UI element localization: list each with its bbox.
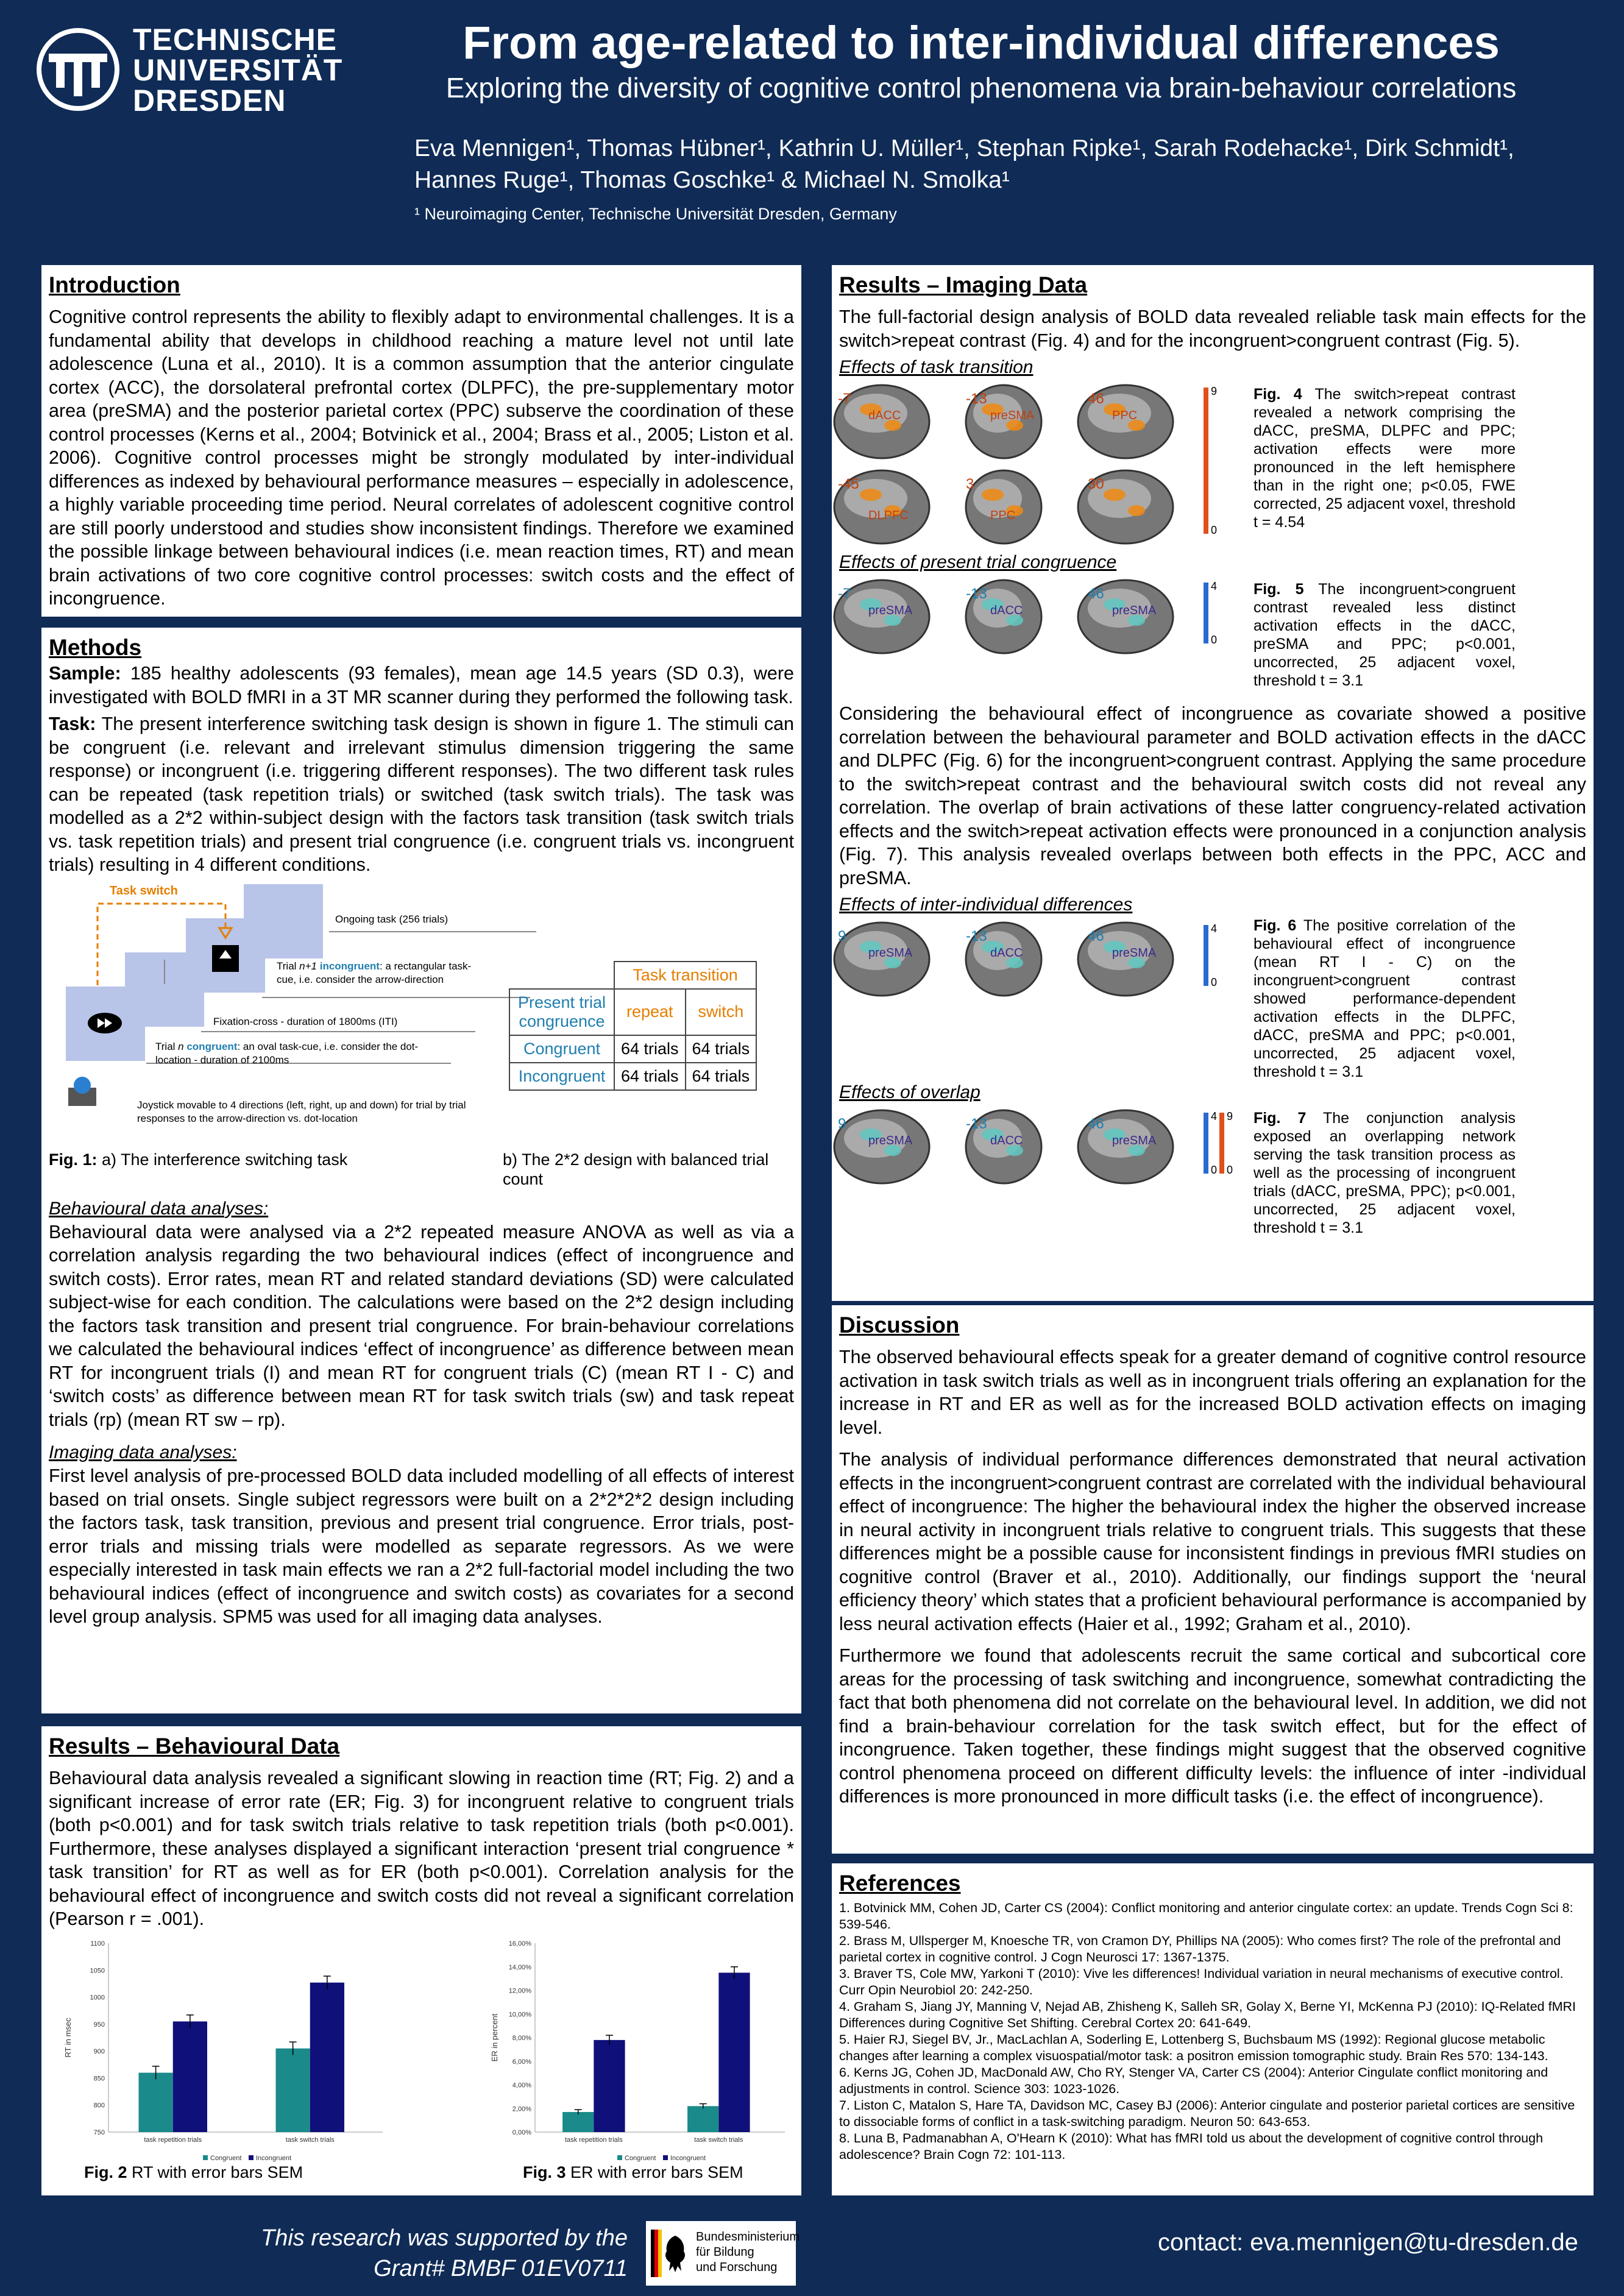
slice-coordinate: -13 <box>966 391 987 407</box>
rt-chart <box>54 1937 395 2163</box>
activation-blob <box>1128 505 1145 516</box>
task-label: Task: <box>49 714 96 734</box>
region-label: preSMA <box>1112 604 1157 617</box>
reference-item: 4. Graham S, Jiang JY, Manning V, Nejad AB, Zhisheng K, Salleh SR, Golay X, Berne YI, McKenna PJ (2010): IQ-Related fMRI Differences during Cognitive Set Shifting. Cerebral Cortex 20: 641-649. <box>839 1999 1576 2030</box>
slice-coordinate: -7 <box>838 586 851 602</box>
table-cell: 64 trials <box>614 1063 686 1090</box>
color-scale-label: 0 <box>1227 1164 1233 1176</box>
region-label: preSMA <box>1112 1134 1157 1147</box>
bar <box>687 2106 718 2132</box>
y-axis-label: RT in msec <box>63 2018 73 2058</box>
figure-4 <box>839 379 1586 551</box>
sample-text: 185 healthy adolescents (93 females), mean age 14.5 years (SD 0.3), were investigated with BOLD fMRI in a 3T MR scanner during they performed the following task. <box>49 663 794 707</box>
task-switch-label: Task switch <box>110 884 178 898</box>
discussion-p2: The analysis of individual performance differences demonstrated that neural activation effects in the incongruent>congruent contrast are correlated with the individual behavioural effect of incongruence: The higher the behavioural index the higher the observed increase in neural activity in incongruent trials relative to congruent trials. This suggests that these differences might be a possible cause for inconsistent findings in previous fMRI studies on cognitive control (Braver et al., 2010). Additionally, our findings support the ‘neural efficiency theory’ which states that a proficient behavioural performance is accompanied by less neural activation effects (Haier et al., 1992; Graham et al., 2010). <box>839 1449 1586 1634</box>
eagle-icon <box>651 2230 690 2277</box>
fig6-label: Fig. 6 <box>1253 917 1297 934</box>
task-text: The present interference switching task design is shown in figure 1. The stimuli can be congruent (i.e. relevant and irrelevant stimulus dimension triggering the same response) or incongruent (i.e. triggering different responses). The two different task rules can be repeated (task repetition trials) or switched (task switch trials). The task was modelled as a 2*2 within-subject design with the factors task transition (task switch trials vs. task repetition trials) and present trial congruence (i.e. congruent trials vs. incongruent trials) resulting in 4 different conditions. <box>49 714 794 875</box>
reference-item: 5. Haier RJ, Siegel BV, Jr., MacLachlan A, Soderling E, Lottenberg S, Buchsbaum MS (1992): Regional glucose metabolic changes after learning a complex visuospatial/motor task: a positron emission tomographic study. Brain Res 570: 134-143. <box>839 2032 1548 2063</box>
methods-panel <box>41 628 801 1713</box>
brain-slices-svg <box>839 379 1241 550</box>
overlap-heading: Effects of overlap <box>839 1082 980 1102</box>
poster-title: From age-related to inter-individual differences <box>463 17 1500 69</box>
y-tick-label: 750 <box>93 2129 105 2136</box>
table-col-switch: switch <box>686 989 757 1035</box>
region-label: preSMA <box>868 946 913 960</box>
fig3-text: ER with error bars SEM <box>566 2163 743 2181</box>
y-tick-label: 800 <box>93 2102 105 2110</box>
bmbf-line: und Forschung <box>696 2261 778 2274</box>
table-row-label: Incongruent <box>509 1063 614 1090</box>
fig2-label: Fig. 2 <box>84 2163 127 2181</box>
activation-blob <box>860 489 882 501</box>
region-label: preSMA <box>1112 946 1157 960</box>
color-scale-label: 4 <box>1211 923 1218 935</box>
ongoing-label: Ongoing task (256 trials) <box>335 913 449 925</box>
reference-item: 2. Brass M, Ullsperger M, Knoesche TR, von Cramon DY, Phillips NA (2005): Who comes first? The role of the prefrontal and parietal cortex in cognitive control. J Cogn Neurosci 17: 1367-1375. <box>839 1933 1561 1965</box>
legend-swatch <box>249 2155 254 2160</box>
y-axis-label: ER in percent <box>490 2013 499 2062</box>
brain-slices-fig4 <box>839 379 1241 553</box>
fig1-label: Fig. 1: <box>49 1150 98 1169</box>
table-cell: 64 trials <box>614 1035 686 1063</box>
introduction-text: Cognitive control represents the ability to flexibly adapt to environmental challenges. It is a fundamental ability that develops in childhood reaching a mature level not until late adolescence (Luna et al., 2010). It is a common assumption that the anterior cingulate cortex (ACC), the dorsolateral prefrontal cortex (DLPFC), the pre-supplementary motor area (preSMA) and the posterior parietal cortex (PPC) subserve the coordination of these control processes (Kerns et al., 2004; Botvinick et al., 2004; Brass et al., 2005; Liston et al. 2006). Cognitive control processes might be strongly modulated by inter-individual differences as indexed by behavioural performance measures – especially in adolescence, a highly variable proceeding time period. Neural correlates of adolescent cognitive control are still poorly understood and studies show inconsistent findings. Therefore we examined the possible linkage between behavioural indices (i.e. mean reaction times, RT) and mean brain activations of two core cognitive control processes: switch costs and the effect of incongruence. <box>49 306 794 609</box>
table-row-header: Present trial congruence <box>509 989 614 1035</box>
fig2-caption <box>84 2163 303 2182</box>
y-tick-label: 900 <box>93 2048 105 2056</box>
y-tick-label: 6,00% <box>512 2058 531 2066</box>
color-scale-label: 0 <box>1211 524 1218 536</box>
tu-dresden-logo <box>35 23 343 118</box>
brain-slices-fig5 <box>839 574 1241 662</box>
bmbf-line: für Bildung <box>696 2245 754 2259</box>
discussion-panel <box>832 1305 1594 1854</box>
bmbf-text <box>696 2230 800 2275</box>
references-heading: References <box>839 1871 961 1896</box>
logo-line: UNIVERSITÄT <box>133 53 343 87</box>
fig1-caption-text: a) The interference switching task <box>97 1150 348 1169</box>
activation-blob <box>1104 489 1126 501</box>
region-label: DLPFC <box>868 509 909 522</box>
slice-coordinate: 30 <box>1088 476 1104 492</box>
color-scale-label: 9 <box>1211 385 1218 397</box>
results-imaging-heading: Results – Imaging Data <box>839 272 1088 297</box>
fig3-label: Fig. 3 <box>523 2163 566 2181</box>
funding-note <box>232 2223 628 2284</box>
imaging-analyses-heading: Imaging data analyses: <box>49 1442 237 1462</box>
figure-5 <box>839 574 1586 702</box>
introduction-heading: Introduction <box>49 272 180 297</box>
color-scale-label: 4 <box>1211 580 1218 592</box>
trial-n-label <box>155 1040 436 1067</box>
color-scale-bar <box>1219 1113 1224 1174</box>
bar <box>173 2021 207 2132</box>
fig4-caption <box>1253 385 1516 531</box>
slice-coordinate: -7 <box>838 391 851 407</box>
results-behavioural-heading: Results – Behavioural Data <box>49 1734 340 1759</box>
x-tick-label: task switch trials <box>694 2136 743 2144</box>
task-transition-heading: Effects of task transition <box>839 357 1034 377</box>
results-imaging-intro: The full-factorial design analysis of BOLD data revealed reliable task main effects for the switch>repeat contrast (Fig. 4) and for the incongruent>congruent contrast (Fig. 5). <box>839 306 1586 351</box>
design-table <box>509 961 757 1091</box>
brain-slices-fig7 <box>839 1104 1241 1192</box>
region-label: dACC <box>990 946 1023 960</box>
trial-n-rest: : an oval task-cue, i.e. consider the dot-location - duration of 2100ms <box>155 1040 419 1066</box>
fig3-caption <box>523 2163 743 2182</box>
fixation-label: Fixation-cross - duration of 1800ms (ITI) <box>213 1015 398 1027</box>
inter-individual-heading: Effects of inter-individual differences <box>839 895 1133 915</box>
table-row-label: Congruent <box>509 1035 614 1063</box>
results-imaging-mid-text: Considering the behavioural effect of incongruence as covariate showed a positive correlation between the behavioural parameter and BOLD activation effects in the dACC and DLPFC (Fig. 6) for the incongruent>congruent contrast. Applying the same procedure to the switch>repeat contrast and the behavioural switch costs did not reveal any correlation. The overlap of brain activations of these latter congruency-related activation effects and the switch>repeat activation effects were pronounced in a conjunction analysis (Fig. 7). This analysis revealed overlaps between both effects in the PPC, ACC and preSMA. <box>839 703 1586 888</box>
funding-line: Grant# BMBF 01EV0711 <box>374 2256 628 2281</box>
trial-n1-word: incongruent <box>317 960 380 972</box>
brain-slices-fig6 <box>839 916 1241 1005</box>
slice-coordinate: 46 <box>1088 586 1104 602</box>
imaging-analyses-text: First level analysis of pre-processed BOLD data included modelling of all effects of interest based on trial onsets. Single subject regressors were built on a 2*2*2*2 design including the factors task, task transition, previous and present trial congruence. Error trials, post-error trials and missing trials were modelled as separate regressors. As we were especially interested in task main effects we ran a 2*2 full-factorial model including the two behavioural indices (effect of incongruence and switch costs) as covariates for a second level group analysis. SPM5 was used for all imaging data analyses. <box>49 1465 794 1627</box>
affiliation: ¹ Neuroimaging Center, Technische Universität Dresden, Germany <box>414 205 897 223</box>
figure-7 <box>839 1104 1586 1244</box>
discussion-p3: Furthermore we found that adolescents recruit the same cortical and subcortical core areas for the processing of task switching and incongruence, somewhat contradicting the fact that both phenomena did not correlate on the behavioural level. In addition, we did not find a brain-behaviour correlation for the task switch effect, but for the effect of incongruence. Taken together, these findings might suggest that the observed cognitive control phenomena proceed on different difficulty levels: the influence of inter -individual differences is more pronounced in more difficult tasks (i.e. the effect of incongruence). <box>839 1645 1586 1807</box>
y-tick-label: 14,00% <box>508 1963 531 1971</box>
y-tick-label: 4,00% <box>512 2082 531 2089</box>
bar <box>562 2112 594 2132</box>
authors-line: Eva Mennigen¹, Thomas Hübner¹, Kathrin U. Müller¹, Stephan Ripke¹, Sarah Rodehacke¹, Dirk Schmidt¹, <box>414 135 1514 161</box>
color-scale-label: 0 <box>1211 634 1218 646</box>
region-label: preSMA <box>990 409 1035 422</box>
trial-n1-prefix: Trial <box>277 960 300 972</box>
fig5-text: The incongruent>congruent contrast revealed less distinct activation effects in the dACC, preSMA and PPC; p<0.001, uncorrected, 25 adjacent voxel, threshold t = 3.1 <box>1253 581 1516 689</box>
slice-coordinate: 3 <box>966 476 974 492</box>
fig7-text: The conjunction analysis exposed an overlapping network serving the task transition process as well as the processing of incongruent trials (dACC, preSMA, PPC); p<0.001, uncorrected, 25 adjacent voxel, threshold t = 3.1 <box>1253 1110 1516 1236</box>
slice-coordinate: 46 <box>1088 1116 1104 1132</box>
table-header: Task transition <box>614 962 756 989</box>
brain-slices-svg <box>839 574 1241 659</box>
fig7-label: Fig. 7 <box>1253 1110 1307 1127</box>
legend-label: Incongruent <box>670 2155 706 2162</box>
reference-item: 6. Kerns JG, Cohen JD, MacDonald AW, Cho RY, Stenger VA, Carter CS (2004): Anterior Cingulate conflict monitoring and adjustments in control. Science 303: 1023-1026. <box>839 2065 1548 2096</box>
figure-6 <box>839 916 1586 1081</box>
authors-line: Hannes Ruge¹, Thomas Goschke¹ & Michael N. Smolka¹ <box>414 167 1010 193</box>
bar <box>139 2073 173 2132</box>
fig2-text: RT with error bars SEM <box>127 2163 303 2181</box>
trial-n-prefix: Trial <box>155 1040 179 1052</box>
region-label: PPC <box>1112 409 1138 422</box>
slice-coordinate: 9 <box>838 928 846 944</box>
sample-paragraph <box>49 662 794 709</box>
region-label: dACC <box>868 409 901 422</box>
table-cell: 64 trials <box>686 1063 757 1090</box>
tu-logo-icon <box>35 27 121 112</box>
legend-swatch <box>203 2155 208 2160</box>
y-tick-label: 12,00% <box>508 1987 531 1995</box>
reference-item: 3. Braver TS, Cole MW, Yarkoni T (2010): Vive les differences! Individual variation in neural mechanisms of executive control. Curr Opin Neurobiol 20: 242-250. <box>839 1966 1564 1997</box>
y-tick-label: 8,00% <box>512 2035 531 2042</box>
trial-n1-italic: n+1 <box>299 960 317 972</box>
color-scale-bar <box>1204 1113 1208 1174</box>
region-label: dACC <box>990 1134 1023 1147</box>
color-scale-bar <box>1204 583 1208 643</box>
introduction-panel <box>41 265 801 617</box>
logo-line: DRESDEN <box>133 83 286 118</box>
joystick-label: Joystick movable to 4 directions (left, right, up and down) for trial by trial responses to the arrow-direction vs. dot-location <box>137 1099 466 1124</box>
color-scale-label: 0 <box>1211 1164 1218 1176</box>
y-tick-label: 1050 <box>90 1967 105 1975</box>
x-tick-label: task switch trials <box>285 2136 335 2144</box>
poster-subtitle: Exploring the diversity of cognitive control phenomena via brain-behaviour correlations <box>445 72 1517 104</box>
reference-item: 8. Luna B, Padmanabhan A, O'Hearn K (2010): What has fMRI told us about the development of cognitive control through adolescence? Brain Cogn 72: 101-113. <box>839 2131 1544 2162</box>
bmbf-line: Bundesministerium <box>696 2230 800 2244</box>
er-chart <box>480 1937 797 2163</box>
y-tick-label: 10,00% <box>508 2011 531 2019</box>
x-tick-label: task repetition trials <box>144 2136 202 2144</box>
color-scale-label: 0 <box>1211 976 1218 988</box>
slice-coordinate: -13 <box>966 928 987 944</box>
slice-coordinate: -13 <box>966 1116 987 1132</box>
legend-label: Congruent <box>625 2155 656 2162</box>
y-tick-label: 0,00% <box>512 2129 531 2136</box>
trial-n-italic: n <box>178 1040 184 1052</box>
trial-n1-rest: : a rectangular task-cue, i.e. consider the arrow-direction <box>277 960 472 985</box>
slice-coordinate: 9 <box>838 1116 846 1132</box>
discussion-heading: Discussion <box>839 1313 960 1338</box>
color-scale-bar <box>1204 388 1208 534</box>
table-col-repeat: repeat <box>614 989 686 1035</box>
results-imaging-panel <box>832 265 1594 1301</box>
brain-slices-svg <box>839 916 1241 1002</box>
x-tick-label: task repetition trials <box>564 2136 623 2144</box>
task-paragraph <box>49 712 794 877</box>
bar <box>310 1983 344 2132</box>
fig4-text: The switch>repeat contrast revealed a network comprising the dACC, preSMA, DLPFC and PPC; activation effects were more pronounced in the left hemisphere than in the right one; p<0.05, FWE corrected, 25 adjacent voxel, threshold t = 4.54 <box>1253 386 1516 531</box>
fig4-label: Fig. 4 <box>1253 386 1302 403</box>
fig7-caption <box>1253 1109 1516 1237</box>
region-label: PPC <box>990 509 1016 522</box>
congruence-heading: Effects of present trial congruence <box>839 552 1117 572</box>
discussion-p1: The observed behavioural effects speak for a greater demand of cognitive control resource activation in task switch trials as well as in incongruent trials offering an explanation for the increase in RT and ER as well as for the increased BOLD activation effects on imaging level. <box>839 1347 1586 1438</box>
behavioural-analyses-text: Behavioural data were analysed via a 2*2 repeated measure ANOVA as well as via a correlation analysis regarding the two behavioural indices (effect of incongruence and switch costs). Error rates, mean RT and related standard deviations (SD) were calculated subject-wise for each condition. The calculations were based on the 2*2 design including the factors task transition and present trial congruence. For brain-behaviour correlations we calculated the behavioural indices ‘effect of incongruence’ as difference between mean RT for incongruent trials (I) and mean RT for congruent trials (C) (mean RT I - C) and ‘switch costs’ as difference between mean RT for task switch trials (sw) and task repeat trials (rp) (mean RT sw – rp). <box>49 1221 794 1430</box>
activation-blob <box>982 489 1004 501</box>
brain-slices-svg <box>839 1104 1241 1189</box>
contact-email[interactable]: contact: eva.mennigen@tu-dresden.de <box>1158 2229 1578 2256</box>
legend-swatch <box>663 2155 668 2160</box>
reference-item: 1. Botvinick MM, Cohen JD, Carter CS (2004): Conflict monitoring and anterior cingulate cortex: an update. Trends Cogn Sci 8: 539-546. <box>839 1901 1573 1932</box>
funding-line: This research was supported by the <box>261 2225 628 2251</box>
figure-1 <box>49 880 794 1197</box>
behavioural-analyses-heading: Behavioural data analyses: <box>49 1198 269 1219</box>
table-cell: 64 trials <box>686 1035 757 1063</box>
bar <box>718 1972 750 2132</box>
fig1-caption-b: b) The 2*2 design with balanced trial count <box>503 1150 769 1188</box>
fig1-caption-a <box>49 1150 475 1169</box>
y-tick-label: 2,00% <box>512 2105 531 2113</box>
legend-swatch <box>617 2155 622 2160</box>
color-scale-bar <box>1204 925 1208 986</box>
slice-coordinate: 46 <box>1088 391 1104 407</box>
slice-coordinate: 46 <box>1088 928 1104 944</box>
color-scale-label: 4 <box>1211 1110 1218 1122</box>
fig5-label: Fig. 5 <box>1253 581 1304 598</box>
slice-coordinate: -45 <box>838 476 859 492</box>
bmbf-logo <box>646 2221 800 2286</box>
legend-label: Congruent <box>210 2155 242 2162</box>
region-label: preSMA <box>868 604 913 617</box>
fig5-caption <box>1253 580 1516 690</box>
logo-line: TECHNISCHE <box>133 23 338 57</box>
bar <box>594 2040 625 2132</box>
reference-item: 7. Liston C, Matalon S, Hare TA, Davidson MC, Casey BJ (2006): Anterior cingulate and posterior parietal cortices are sensitive to dissociable forms of conflict in a task-switching paradigm. Neuron 50: 643-653. <box>839 2098 1575 2129</box>
y-tick-label: 950 <box>93 2021 105 2028</box>
authors <box>414 133 1572 196</box>
region-label: preSMA <box>868 1134 913 1147</box>
fig6-caption <box>1253 916 1516 1081</box>
references-panel <box>832 1863 1594 2195</box>
trial-n-word: congruent <box>183 1040 238 1052</box>
methods-heading: Methods <box>49 635 142 660</box>
sample-label: Sample: <box>49 663 121 684</box>
logo-text <box>133 24 342 116</box>
region-label: dACC <box>990 604 1023 617</box>
slice-coordinate: -13 <box>966 586 987 602</box>
trial-n1-label <box>277 960 478 987</box>
y-tick-label: 850 <box>93 2075 105 2083</box>
color-scale-label: 9 <box>1227 1110 1233 1122</box>
y-tick-label: 16,00% <box>508 1940 531 1947</box>
bar <box>276 2049 310 2132</box>
legend-label: Incongruent <box>256 2155 292 2162</box>
fig6-text: The positive correlation of the behavioural effect of incongruence (mean RT I - C) on the incongruent>congruent contrast showed performance-dependent activation effects in the DLPFC, dACC, preSMA and PPC; p<0.001, uncorrected, 25 adjacent voxel, threshold t = 3.1 <box>1253 917 1516 1080</box>
results-behavioural-panel <box>41 1726 801 2195</box>
y-tick-label: 1000 <box>90 1994 105 2002</box>
y-tick-label: 1100 <box>90 1940 105 1947</box>
results-behavioural-text: Behavioural data analysis revealed a significant slowing in reaction time (RT; Fig. 2) and a significant increase of error rate (ER; Fig. 3) for incongruent relative to congruent trials (both p<0.001) and for task switch trials relative to task repetition trials (both p<0.001). Furthermore, these analyses displayed a significant interaction ‘present trial congruence * task transition’ for RT as well as for ER (both p<0.001). Correlation analysis for the behavioural effect of incongruence and switch costs did not reveal a significant correlation (Pearson r = .001). <box>49 1768 794 1929</box>
